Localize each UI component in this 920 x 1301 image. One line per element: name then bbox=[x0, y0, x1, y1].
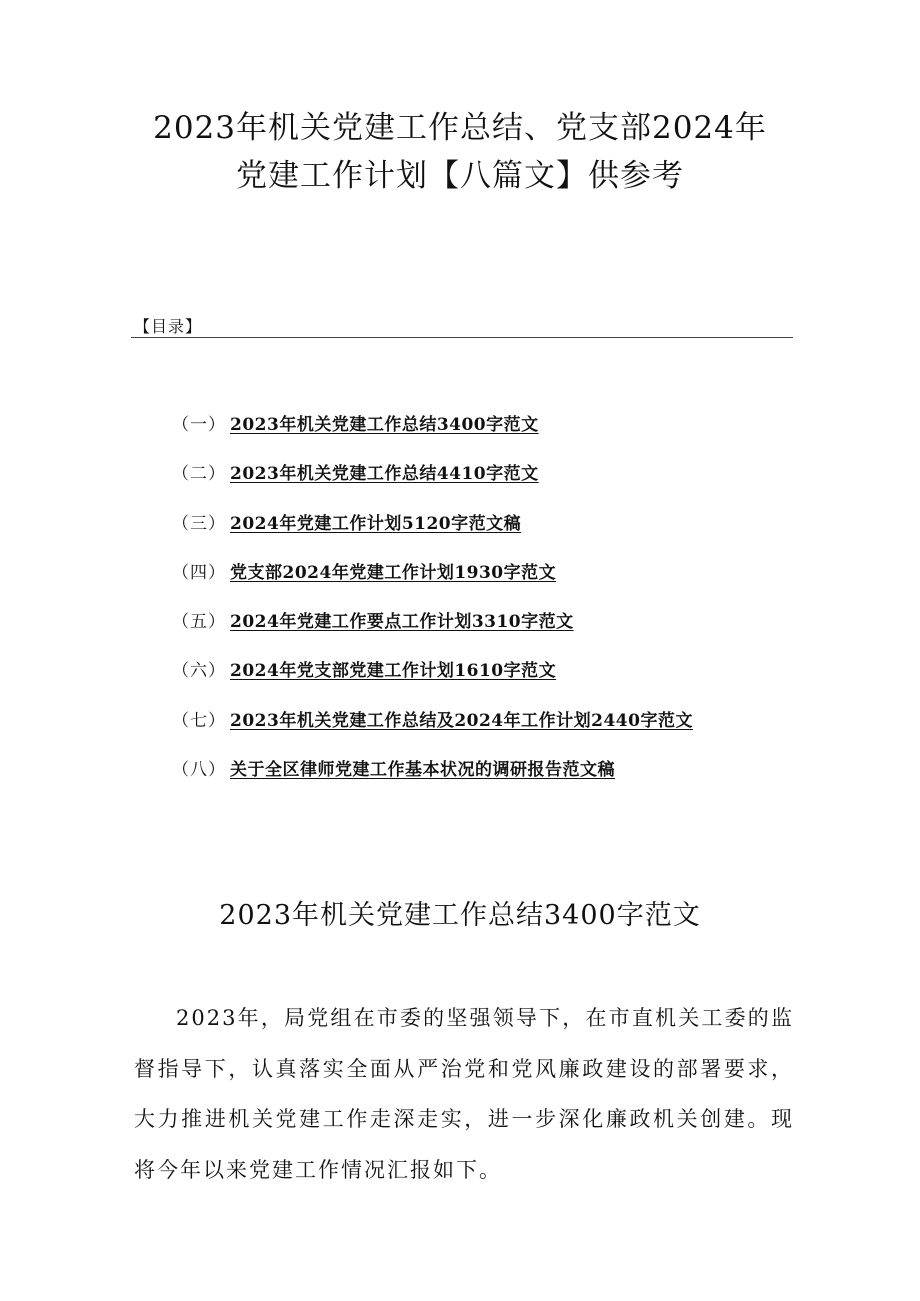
toc-link-5[interactable]: 2024年党建工作要点工作计划3310字范文 bbox=[230, 612, 574, 633]
toc-item-number: （二） bbox=[172, 464, 226, 485]
toc-item-2 bbox=[172, 459, 693, 508]
toc-link-1[interactable]: 2023年机关党建工作总结3400字范文 bbox=[230, 415, 539, 435]
toc-link-6[interactable]: 2024年党支部党建工作计划1610字范文 bbox=[230, 661, 557, 682]
toc-item-number: （三） bbox=[172, 513, 226, 534]
toc-link-2[interactable]: 2023年机关党建工作总结4410字范文 bbox=[230, 464, 539, 485]
toc-item-number: （八） bbox=[172, 760, 226, 781]
toc-link-8[interactable]: 关于全区律师党建工作基本状况的调研报告范文稿 bbox=[230, 760, 615, 781]
toc-item-5 bbox=[172, 607, 693, 656]
toc-label: 【目录】 bbox=[134, 317, 203, 336]
toc-item-3 bbox=[172, 509, 693, 558]
document-title bbox=[120, 104, 800, 200]
toc-item-4 bbox=[172, 558, 693, 607]
toc-link-3[interactable]: 2024年党建工作计划5120字范文稿 bbox=[230, 513, 522, 534]
toc-item-number: （四） bbox=[172, 562, 226, 583]
body-paragraph: 2023年，局党组在市委的坚强领导下，在市直机关工委的监督指导下，认真落实全面从严治党和党风廉政建设的部署要求，大力推进机关党建工作走深走实，进一步深化廉政机关创建。现将今年以来党建工作情况汇报如下。 bbox=[134, 1006, 794, 1182]
toc-link-7[interactable]: 2023年机关党建工作总结及2024年工作计划2440字范文 bbox=[230, 710, 693, 731]
toc-divider bbox=[131, 337, 793, 338]
toc-item-6 bbox=[172, 656, 693, 705]
toc-item-number: （七） bbox=[172, 710, 226, 731]
toc-item-number: （六） bbox=[172, 661, 226, 682]
document-title-line-2: 党建工作计划【八篇文】供参考 bbox=[236, 158, 684, 194]
toc-item-number: （一） bbox=[172, 415, 226, 435]
toc-item-1 bbox=[172, 410, 693, 459]
section-title: 2023年机关党建工作总结3400字范文 bbox=[219, 900, 701, 931]
toc-item-8 bbox=[172, 755, 693, 804]
toc-item-number: （五） bbox=[172, 612, 226, 633]
document-title-line-1: 2023年机关党建工作总结、党支部2024年 bbox=[153, 110, 767, 146]
toc-link-4[interactable]: 党支部2024年党建工作计划1930字范文 bbox=[230, 562, 557, 583]
toc-item-7 bbox=[172, 706, 693, 755]
table-of-contents bbox=[172, 410, 693, 804]
